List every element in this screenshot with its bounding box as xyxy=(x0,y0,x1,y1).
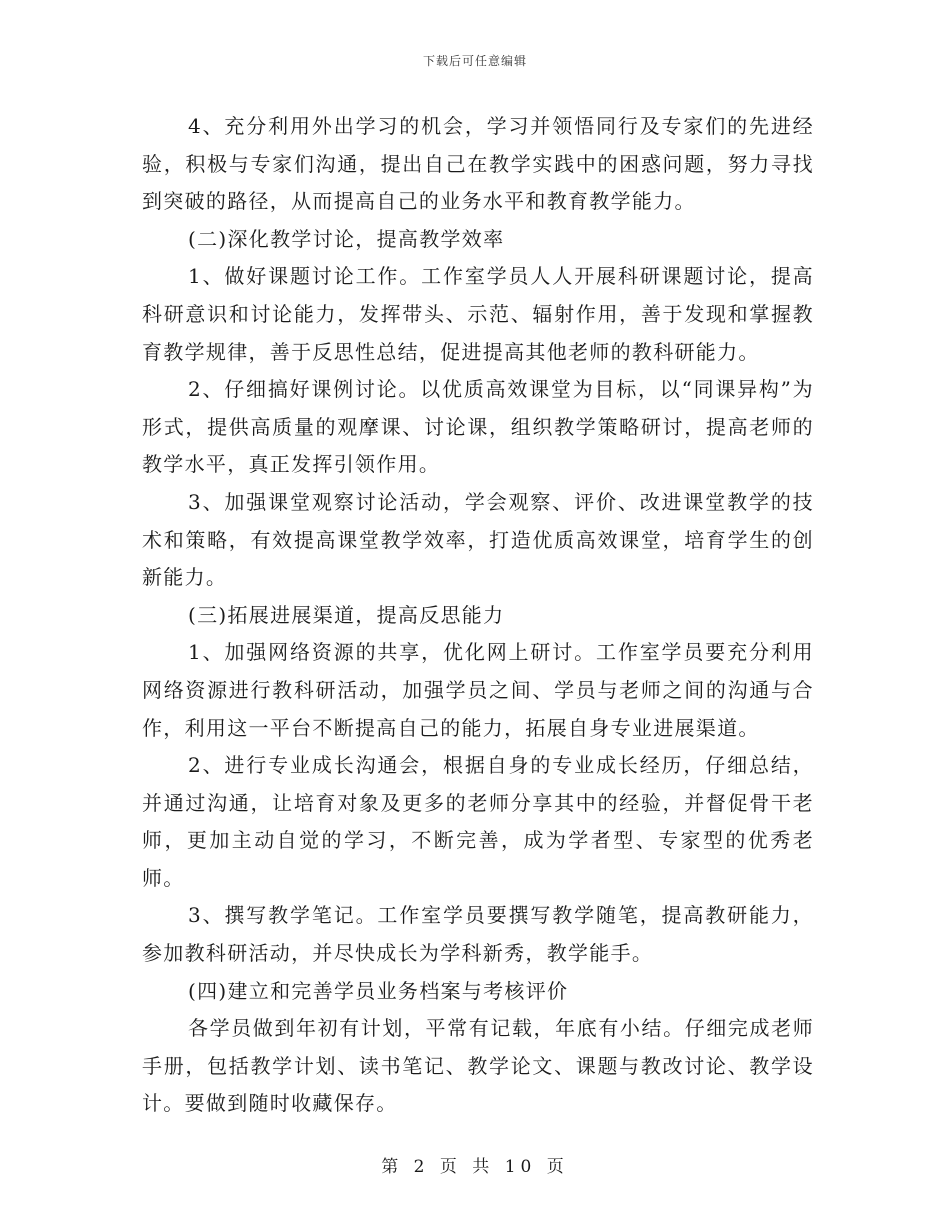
paragraph: 3、撰写教学笔记。工作室学员要撰写教学随笔，提高教研能力，参加教科研活动，并尽快成长为学科新秀，教学能手。 xyxy=(142,903,814,966)
paragraph: 2、进行专业成长沟通会，根据自身的专业成长经历，仔细总结，并通过沟通，让培育对象及更多的老师分享其中的经验，并督促骨干老师，更加主动自觉的学习，不断完善，成为学者型、专家型的优秀老师。 xyxy=(142,753,814,890)
document-body xyxy=(142,108,814,1123)
paragraph: 1、加强网络资源的共享，优化网上研讨。工作室学员要充分利用网络资源进行教科研活动，加强学员之间、学员与老师之间的沟通与合作，利用这一平台不断提高自己的能力，拓展自身专业进展渠道。 xyxy=(142,640,814,740)
paragraph: 各学员做到年初有计划，平常有记载，年底有小结。仔细完成老师手册，包括教学计划、读书笔记、教学论文、课题与教改讨论、教学设计。要做到随时收藏保存。 xyxy=(142,1016,814,1116)
section-heading: (三)拓展进展渠道，提高反思能力 xyxy=(188,602,505,627)
page-header: 下载后可任意编辑 xyxy=(422,54,527,68)
paragraph: 3、加强课堂观察讨论活动，学会观察、评价、改进课堂教学的技术和策略，有效提高课堂教学效率，打造优质高效课堂，培育学生的创新能力。 xyxy=(142,489,814,590)
paragraph: 1、做好课题讨论工作。工作室学员人人开展科研课题讨论，提高科研意识和讨论能力，发挥带头、示范、辐射作用，善于发现和掌握教育教学规律，善于反思性总结，促进提高其他老师的教科研能力。 xyxy=(142,264,814,364)
section-heading: (二)深化教学讨论，提高教学效率 xyxy=(188,226,505,251)
section-heading: (四)建立和完善学员业务档案与考核评价 xyxy=(188,978,569,1003)
page-footer: 第 2 页 共 10 页 xyxy=(381,1157,569,1177)
paragraph: 2、仔细搞好课例讨论。以优质高效课堂为目标，以“同课异构”为形式，提供高质量的观摩课、讨论课，组织教学策略研讨，提高老师的教学水平，真正发挥引领作用。 xyxy=(142,377,814,477)
paragraph: 4、充分利用外出学习的机会，学习并领悟同行及专家们的先进经验，积极与专家们沟通，提出自己在教学实践中的困惑问题，努力寻找到突破的路径，从而提高自己的业务水平和教育教学能力。 xyxy=(142,114,814,214)
